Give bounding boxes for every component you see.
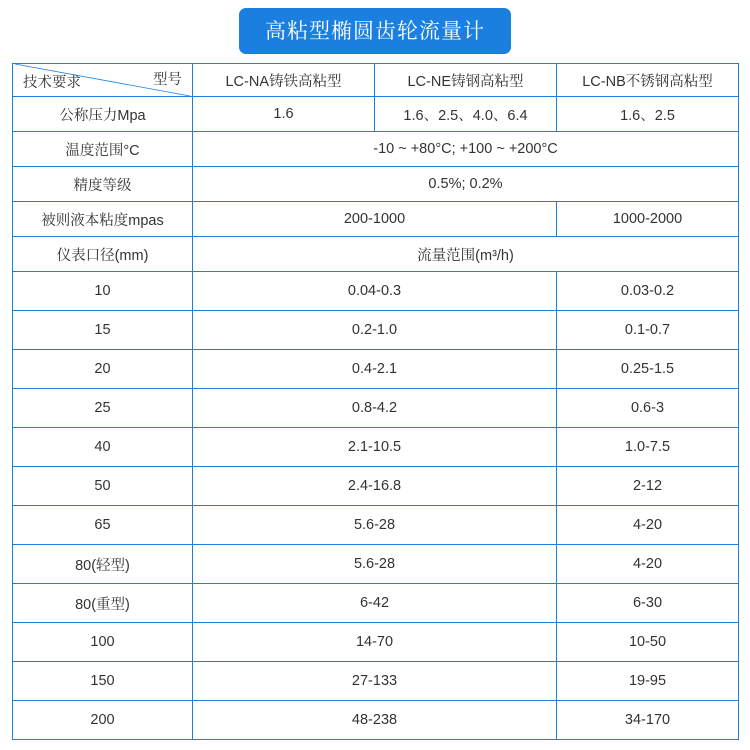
table-row [13,506,739,545]
table-row [13,350,739,389]
flow-dn: 15 [13,311,193,350]
flow-dn: 100 [13,623,193,662]
title-area [0,0,750,63]
table-row [13,701,739,740]
flow-range-a: 0.2-1.0 [193,311,557,350]
flow-dn: 150 [13,662,193,701]
flow-dn: 50 [13,467,193,506]
table-row-nominal-pressure [13,97,739,132]
flow-range-b: 2-12 [557,467,739,506]
flow-range-b: 10-50 [557,623,739,662]
table-row-flow-header [13,237,739,272]
flow-range-b: 1.0-7.5 [557,428,739,467]
model-header-ne: LC-NE铸钢高粘型 [375,64,557,97]
nominal-pressure-nb: 1.6、2.5 [557,97,739,132]
flow-range-a: 0.04-0.3 [193,272,557,311]
flow-dn: 80(轻型) [13,545,193,584]
row-label-accuracy-class: 精度等级 [13,167,193,202]
row-label-nominal-pressure: 公称压力Mpa [13,97,193,132]
table-row [13,428,739,467]
specification-table [12,63,739,740]
table-row [13,272,739,311]
flow-dn: 200 [13,701,193,740]
corner-header-cell [13,64,193,97]
flow-range-a: 2.4-16.8 [193,467,557,506]
table-row [13,467,739,506]
flow-range-b: 6-30 [557,584,739,623]
flow-range-a: 5.6-28 [193,506,557,545]
table-row-temperature-range [13,132,739,167]
flow-dn: 25 [13,389,193,428]
flow-range-a: 48-238 [193,701,557,740]
nominal-pressure-ne: 1.6、2.5、4.0、6.4 [375,97,557,132]
flow-range-a: 5.6-28 [193,545,557,584]
nominal-pressure-na: 1.6 [193,97,375,132]
corner-label-requirement: 技术要求 [23,75,81,91]
flow-range-a: 0.8-4.2 [193,389,557,428]
table-row-accuracy-class [13,167,739,202]
viscosity-value-low: 200-1000 [193,202,557,237]
flow-range-b: 4-20 [557,506,739,545]
flow-range-b: 4-20 [557,545,739,584]
flow-range-b: 0.6-3 [557,389,739,428]
flow-dn: 10 [13,272,193,311]
accuracy-class-value: 0.5%; 0.2% [193,167,739,202]
page-title: 高粘型椭圆齿轮流量计 [239,8,511,54]
viscosity-value-high: 1000-2000 [557,202,739,237]
model-header-na: LC-NA铸铁高粘型 [193,64,375,97]
table-row [13,545,739,584]
flow-range-b: 0.03-0.2 [557,272,739,311]
flow-range-a: 14-70 [193,623,557,662]
flow-range-b: 0.25-1.5 [557,350,739,389]
flow-dn: 80(重型) [13,584,193,623]
flow-range-b: 19-95 [557,662,739,701]
temperature-range-value: -10 ~ +80°C; +100 ~ +200°C [193,132,739,167]
flow-dn: 20 [13,350,193,389]
table-row [13,389,739,428]
table-header-row [13,64,739,97]
flow-dn: 65 [13,506,193,545]
flow-range-a: 2.1-10.5 [193,428,557,467]
table-row [13,662,739,701]
table-row [13,584,739,623]
row-label-diameter: 仪表口径(mm) [13,237,193,272]
row-label-temperature-range: 温度范围°C [13,132,193,167]
corner-label-model: 型号 [153,72,182,88]
flow-dn: 40 [13,428,193,467]
flow-range-b: 0.1-0.7 [557,311,739,350]
table-row [13,311,739,350]
flow-range-a: 27-133 [193,662,557,701]
model-header-nb: LC-NB不锈钢高粘型 [557,64,739,97]
flow-range-a: 6-42 [193,584,557,623]
row-label-viscosity: 被则液本粘度mpas [13,202,193,237]
flow-range-a: 0.4-2.1 [193,350,557,389]
flow-range-header: 流量范围(m³/h) [193,237,739,272]
table-row [13,623,739,662]
flow-range-b: 34-170 [557,701,739,740]
table-row-viscosity [13,202,739,237]
